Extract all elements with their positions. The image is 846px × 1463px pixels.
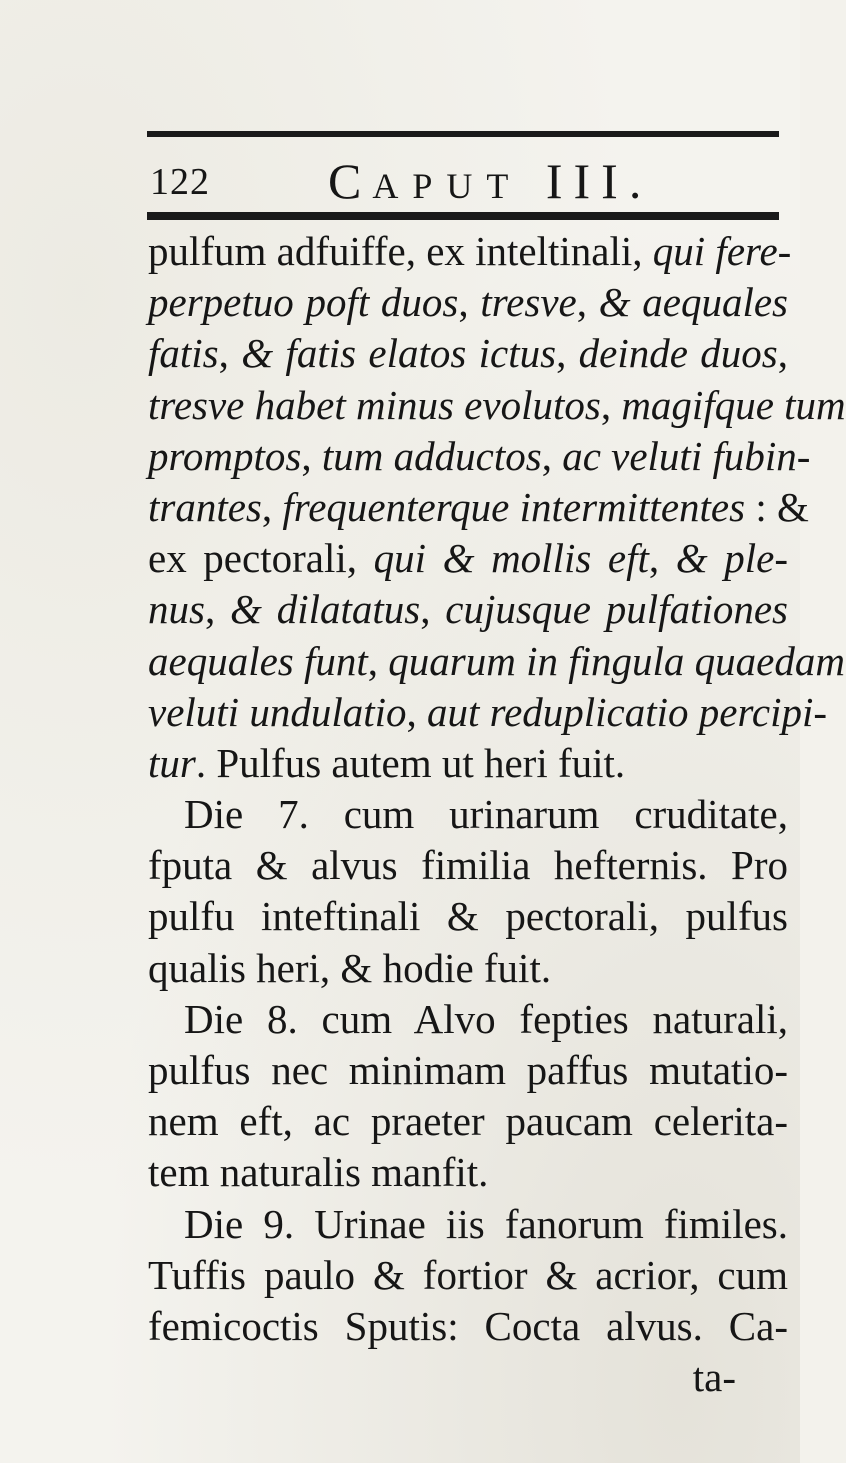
roman-span: pulfus nec minimam paffus mutatio- — [148, 1047, 788, 1093]
text-line — [148, 533, 788, 584]
italic-span: aequales funt — [148, 637, 368, 684]
text-line — [148, 1199, 788, 1250]
italic-span: quarum in fingula quaedam — [388, 637, 845, 684]
italic-span: tum adductos — [321, 432, 542, 479]
roman-span: fputa & alvus fimilia hefternis. Pro — [148, 842, 788, 889]
text-line — [148, 328, 788, 379]
roman-span: femicoctis Sputis: Cocta alvus. Ca- — [148, 1302, 788, 1349]
roman-span: , — [204, 586, 231, 633]
italic-span: tur — [148, 739, 196, 786]
italic-span: frequenterque intermittentes — [282, 483, 746, 530]
italic-span: veluti undulatio — [148, 688, 407, 735]
roman-span: nem eft, ac praeter paucam celerita- — [148, 1098, 788, 1145]
italic-span: qui & mollis eft — [373, 535, 649, 582]
roman-span: ta- — [692, 1354, 736, 1401]
roman-span: pulfu inteftinali & pectorali, pulfus — [148, 893, 788, 940]
text-line — [148, 687, 828, 738]
text-line — [148, 789, 788, 840]
italic-span: & fatis elatos ictus — [241, 330, 557, 377]
text-line — [148, 891, 788, 942]
roman-span: , — [648, 535, 676, 582]
text-line — [148, 380, 846, 431]
text-line — [148, 994, 788, 1045]
roman-span: , — [600, 381, 622, 428]
italic-span: & aequales — [598, 279, 789, 326]
page-number: 122 — [150, 161, 210, 203]
roman-span: Die 7. cum urinarum cruditate, — [184, 791, 788, 838]
roman-span: pulfum adfuiffe, ex inteltinali, — [148, 228, 653, 274]
roman-span: : & — [745, 483, 809, 530]
italic-span: & ple- — [675, 535, 789, 582]
roman-span: qualis heri, & hodie fuit. — [148, 944, 552, 991]
italic-span: ac veluti fubin- — [562, 432, 811, 479]
text-line — [148, 226, 792, 277]
roman-span: - — [777, 228, 792, 274]
italic-span: magifque tum — [621, 381, 846, 428]
roman-span: , — [406, 688, 427, 735]
roman-span: , — [420, 586, 446, 633]
italic-span: perpetuo poft duos — [148, 279, 459, 326]
running-head — [328, 152, 652, 210]
roman-span: , — [541, 432, 563, 479]
running-head-numeral: III. — [545, 153, 653, 209]
italic-span: qui fere — [652, 228, 778, 274]
text-line — [148, 1301, 788, 1352]
roman-span: Die 8. cum Alvo fepties naturali, — [184, 995, 788, 1042]
text-line — [148, 1250, 788, 1301]
roman-span: tem naturalis manfit. — [148, 1149, 489, 1196]
roman-span: , — [367, 637, 389, 684]
italic-span: fatis — [148, 330, 219, 377]
text-line — [148, 840, 788, 891]
text-line — [148, 943, 788, 994]
italic-span: & dilatatus — [230, 586, 421, 633]
italic-span: aut reduplicatio percipi- — [427, 688, 828, 735]
page-header — [150, 152, 770, 212]
roman-span: , — [218, 330, 242, 377]
running-head-initial: C — [328, 153, 373, 209]
roman-span: , — [458, 279, 481, 326]
roman-span: , — [576, 279, 599, 326]
roman-span: ex pectorali, — [148, 535, 374, 582]
text-line — [148, 636, 845, 687]
text-line — [148, 584, 788, 635]
roman-span: , — [261, 483, 283, 530]
italic-span: promptos — [148, 432, 302, 479]
header-top-rule — [147, 131, 779, 137]
running-head-caps: APUT — [372, 166, 523, 206]
italic-span: deinde duos — [578, 330, 778, 377]
roman-span: Die 9. Urinae iis fanorum fimiles. — [184, 1200, 788, 1247]
italic-span: tresve — [480, 279, 577, 326]
text-line — [148, 431, 811, 482]
italic-span: tresve habet minus evolutos — [148, 381, 601, 428]
roman-span: , — [777, 330, 788, 377]
roman-span: , — [301, 432, 322, 479]
roman-span: . Pulfus autem ut heri fuit. — [195, 739, 626, 786]
text-line — [148, 277, 788, 328]
roman-span: Tuffis paulo & fortior & acrior, cum — [148, 1251, 788, 1298]
text-line — [148, 738, 788, 789]
roman-span: , — [556, 330, 579, 377]
italic-span: trantes — [148, 483, 262, 530]
text-line — [148, 1147, 788, 1198]
catchword — [148, 1352, 788, 1403]
text-line — [148, 482, 809, 533]
text-line — [148, 1096, 788, 1147]
text-line — [148, 1045, 788, 1096]
header-bottom-rule — [147, 212, 779, 220]
body-text — [148, 226, 846, 1403]
italic-span: cujusque pulfationes — [445, 586, 789, 633]
italic-span: nus — [148, 586, 205, 633]
